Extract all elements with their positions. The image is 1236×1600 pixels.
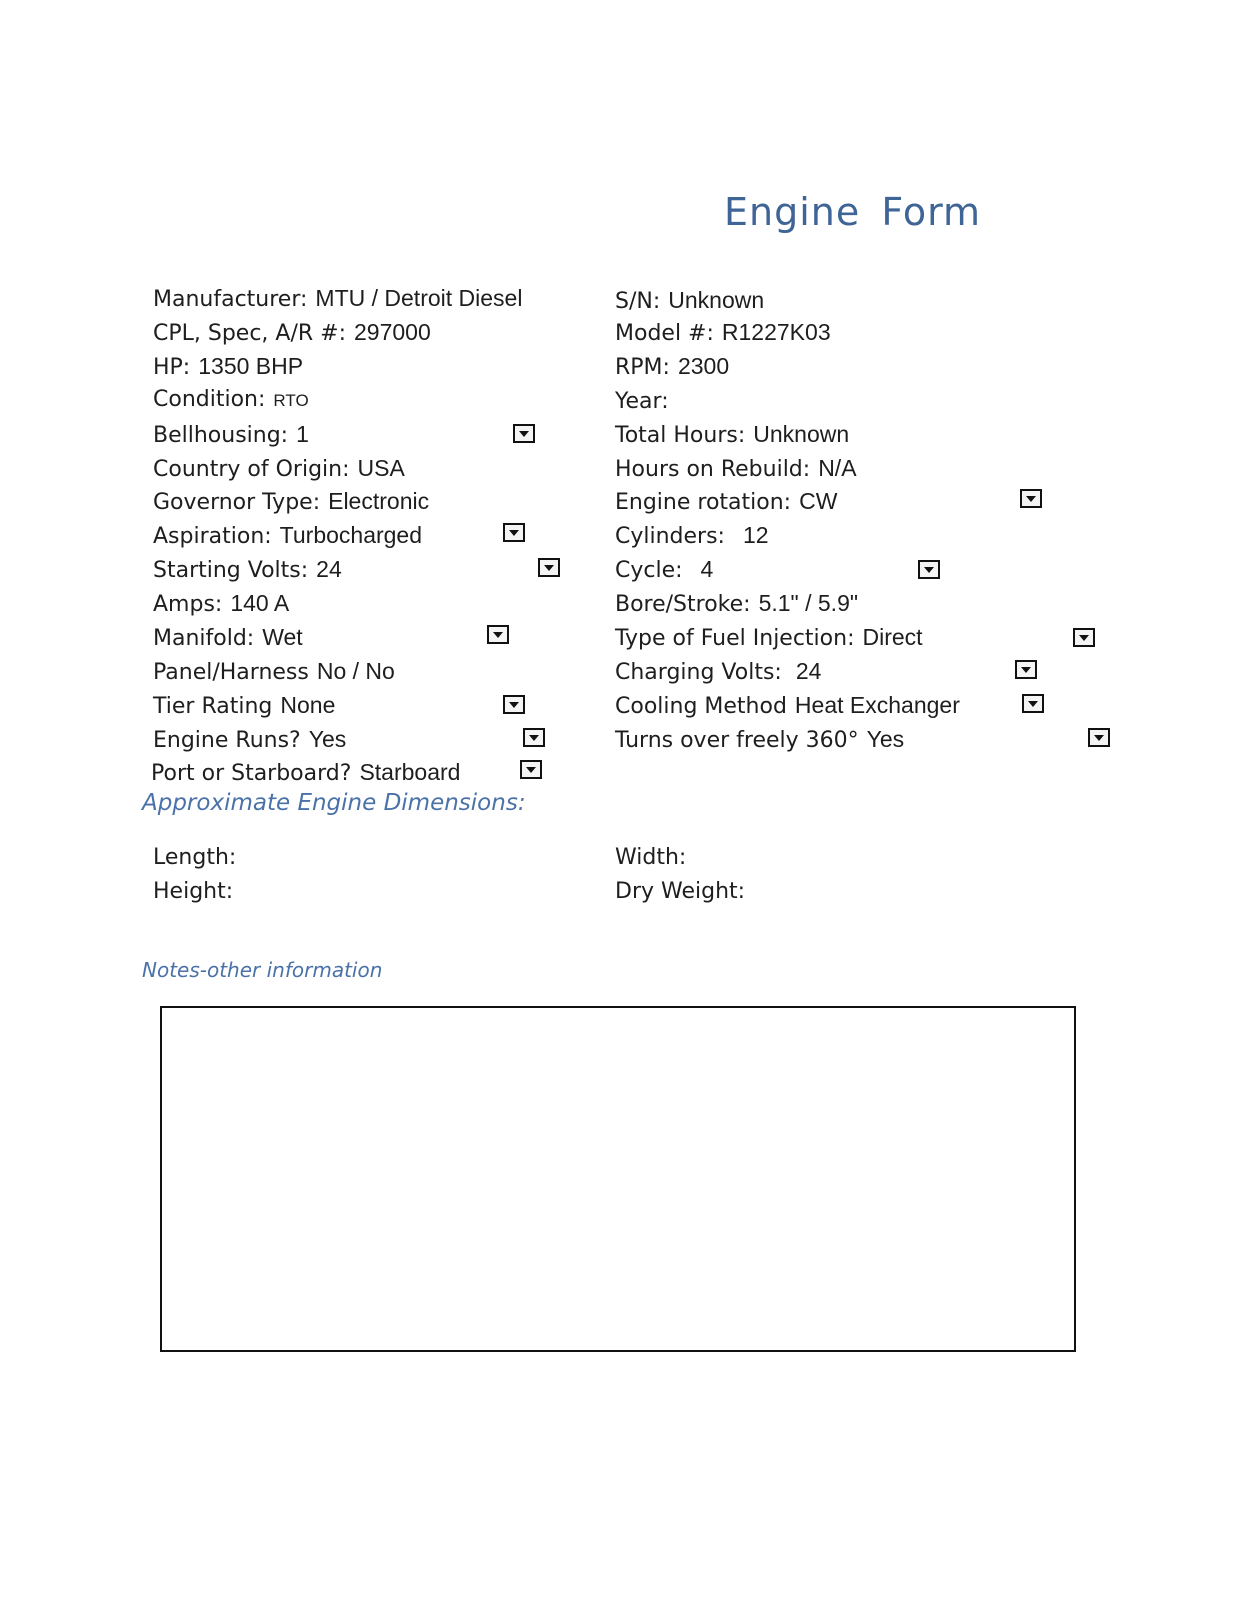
field-label: Model #: bbox=[615, 321, 714, 346]
cylinders-input[interactable]: 12 bbox=[742, 522, 769, 548]
engine-rotation-select[interactable]: CW bbox=[799, 488, 838, 514]
total-hours-input[interactable]: Unknown bbox=[753, 421, 850, 447]
field-rpm bbox=[615, 350, 729, 382]
field-manifold bbox=[153, 621, 303, 653]
field-cooling-method bbox=[615, 689, 960, 721]
field-model-number bbox=[615, 316, 831, 348]
field-label: CPL, Spec, A/R #: bbox=[153, 321, 347, 346]
field-label: Port or Starboard? bbox=[151, 761, 352, 786]
tier-rating-dropdown-chevron-down-icon[interactable] bbox=[503, 695, 525, 714]
field-starting-volts bbox=[153, 553, 342, 585]
condition-input[interactable]: RTO bbox=[273, 391, 309, 410]
field-label: RPM: bbox=[615, 355, 670, 380]
manifold-select[interactable]: Wet bbox=[262, 624, 303, 650]
field-panel-harness bbox=[153, 655, 395, 687]
field-year bbox=[615, 384, 677, 416]
field-length bbox=[153, 842, 236, 874]
field-label: Starting Volts: bbox=[153, 558, 309, 583]
port-or-starboard-select[interactable]: Starboard bbox=[359, 759, 461, 785]
length-label: Length: bbox=[153, 845, 237, 870]
field-port-or-starboard bbox=[151, 756, 460, 788]
field-fuel-injection bbox=[615, 621, 923, 653]
field-label: Aspiration: bbox=[153, 524, 272, 549]
page-title: Engine Form bbox=[724, 190, 982, 234]
hp-input[interactable]: 1350 BHP bbox=[198, 353, 304, 379]
field-bore-stroke bbox=[615, 587, 858, 619]
aspiration-dropdown-chevron-down-icon[interactable] bbox=[503, 523, 525, 542]
cycle-dropdown-chevron-down-icon[interactable] bbox=[918, 560, 940, 579]
engine-runs-dropdown-chevron-down-icon[interactable] bbox=[523, 728, 545, 747]
field-serial-number bbox=[615, 284, 764, 316]
field-label: Tier Rating bbox=[153, 694, 273, 719]
field-cylinders bbox=[615, 519, 769, 551]
tier-rating-select[interactable]: None bbox=[280, 692, 336, 718]
field-label: Bore/Stroke: bbox=[615, 592, 751, 617]
field-cpl-spec bbox=[153, 316, 431, 348]
field-turns-over-freely bbox=[615, 723, 904, 755]
model-number-input[interactable]: R1227K03 bbox=[721, 319, 831, 345]
field-engine-runs bbox=[153, 723, 346, 755]
field-label: Manifold: bbox=[153, 626, 255, 651]
bore-stroke-input[interactable]: 5.1" / 5.9" bbox=[758, 590, 859, 616]
fuel-injection-dropdown-chevron-down-icon[interactable] bbox=[1073, 628, 1095, 647]
field-charging-volts bbox=[615, 655, 821, 687]
height-label: Height: bbox=[153, 879, 234, 904]
dimensions-heading: Approximate Engine Dimensions: bbox=[142, 790, 526, 816]
manifold-dropdown-chevron-down-icon[interactable] bbox=[487, 625, 509, 644]
field-label: Cylinders: bbox=[615, 524, 725, 549]
width-label: Width: bbox=[615, 845, 687, 870]
field-governor-type bbox=[153, 485, 429, 517]
aspiration-select[interactable]: Turbocharged bbox=[279, 522, 423, 548]
field-label: S/N: bbox=[615, 289, 661, 314]
field-label: Country of Origin: bbox=[153, 457, 350, 482]
field-label: Engine rotation: bbox=[615, 490, 792, 515]
hours-on-rebuild-input[interactable]: N/A bbox=[818, 455, 857, 481]
field-label: Year: bbox=[615, 389, 669, 414]
field-label: Cooling Method bbox=[615, 694, 787, 719]
field-height bbox=[153, 876, 233, 908]
field-country-of-origin bbox=[153, 452, 405, 484]
field-condition bbox=[153, 384, 309, 416]
field-manufacturer bbox=[153, 282, 522, 314]
charging-volts-select[interactable]: 24 bbox=[795, 658, 822, 684]
field-bellhousing bbox=[153, 418, 309, 450]
engine-runs-select[interactable]: Yes bbox=[308, 726, 347, 752]
field-label: Governor Type: bbox=[153, 490, 321, 515]
field-hp bbox=[153, 350, 303, 382]
cooling-method-dropdown-chevron-down-icon[interactable] bbox=[1022, 694, 1044, 713]
field-label: Manufacturer: bbox=[153, 287, 308, 312]
cooling-method-select[interactable]: Heat Exchanger bbox=[794, 692, 960, 718]
field-aspiration bbox=[153, 519, 422, 551]
field-tier-rating bbox=[153, 689, 335, 721]
engine-rotation-dropdown-chevron-down-icon[interactable] bbox=[1020, 489, 1042, 508]
serial-number-input[interactable]: Unknown bbox=[668, 287, 765, 313]
fuel-injection-select[interactable]: Direct bbox=[862, 624, 923, 650]
field-cycle bbox=[615, 553, 713, 585]
field-dry-weight bbox=[615, 876, 745, 908]
starting-volts-dropdown-chevron-down-icon[interactable] bbox=[538, 558, 560, 577]
turns-over-freely-dropdown-chevron-down-icon[interactable] bbox=[1088, 728, 1110, 747]
cycle-select[interactable]: 4 bbox=[700, 556, 714, 582]
field-engine-rotation bbox=[615, 485, 837, 517]
field-label: Condition: bbox=[153, 387, 266, 412]
notes-heading: Notes-other information bbox=[142, 958, 383, 982]
field-total-hours bbox=[615, 418, 849, 450]
field-label: Charging Volts: bbox=[615, 660, 782, 685]
panel-harness-input[interactable]: No / No bbox=[316, 658, 395, 684]
cpl-spec-input[interactable]: 297000 bbox=[354, 319, 431, 345]
bellhousing-dropdown-chevron-down-icon[interactable] bbox=[513, 424, 535, 443]
field-label: Panel/Harness bbox=[153, 660, 309, 685]
turns-over-freely-select[interactable]: Yes bbox=[866, 726, 905, 752]
field-label: Total Hours: bbox=[615, 423, 746, 448]
governor-type-input[interactable]: Electronic bbox=[328, 488, 430, 514]
field-label: Hours on Rebuild: bbox=[615, 457, 811, 482]
field-width bbox=[615, 842, 686, 874]
field-label: Bellhousing: bbox=[153, 423, 289, 448]
amps-input[interactable]: 140 A bbox=[230, 590, 290, 616]
starting-volts-select[interactable]: 24 bbox=[316, 556, 342, 582]
field-amps bbox=[153, 587, 289, 619]
country-of-origin-input[interactable]: USA bbox=[357, 455, 405, 481]
manufacturer-input[interactable]: MTU / Detroit Diesel bbox=[315, 285, 523, 311]
notes-textarea[interactable] bbox=[160, 1006, 1076, 1352]
rpm-input[interactable]: 2300 bbox=[677, 353, 730, 379]
port-or-starboard-dropdown-chevron-down-icon[interactable] bbox=[520, 760, 542, 779]
field-label: HP: bbox=[153, 355, 191, 380]
field-label: Engine Runs? bbox=[153, 728, 301, 753]
field-label: Turns over freely 360° bbox=[615, 728, 859, 753]
field-hours-on-rebuild bbox=[615, 452, 857, 484]
field-label: Amps: bbox=[153, 592, 223, 617]
dry-weight-label: Dry Weight: bbox=[615, 879, 746, 904]
bellhousing-select[interactable]: 1 bbox=[296, 421, 309, 447]
charging-volts-dropdown-chevron-down-icon[interactable] bbox=[1015, 660, 1037, 679]
field-label: Type of Fuel Injection: bbox=[615, 626, 855, 651]
field-label: Cycle: bbox=[615, 558, 683, 583]
